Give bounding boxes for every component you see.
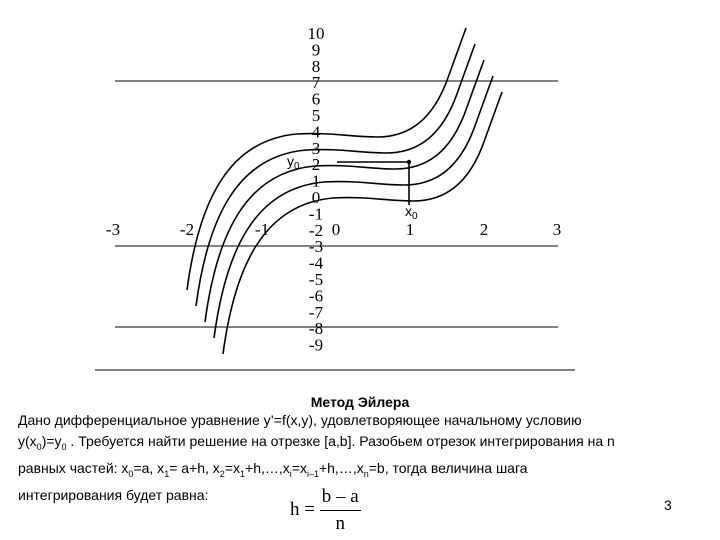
y-tick-label: -2: [308, 220, 324, 240]
y-tick-label: 1: [311, 171, 321, 191]
body-line-2: $y(x_0)=y_0$ . Требуется найти решение на отрезке [a,b]. Разобьем отрезок интегрирования на n: [18, 433, 615, 452]
y-tick-label: -8: [308, 319, 324, 339]
body-line-3: равных частей: $x_0=a$, $x_1= a+h$, $x_2=x_1+h,\dots,x_i=x_{i-1}+h,\dots,x_n=b$, тогда величина шага: [18, 459, 528, 479]
y-tick-label: -6: [308, 286, 324, 306]
y-tick-label: 9: [311, 40, 321, 60]
x-tick-label: 1: [405, 220, 415, 239]
body-line-4: интегрирования будет равна:: [18, 486, 209, 503]
y-tick-label: 4: [311, 122, 321, 142]
y-tick-label: 3: [311, 138, 321, 158]
y-tick-label: 10: [307, 24, 325, 43]
y-tick-label: -7: [308, 302, 324, 322]
y-tick-label: 7: [311, 73, 321, 93]
y-tick-label: -5: [308, 270, 324, 289]
y0-label: $y_0$: [287, 153, 300, 172]
body-line-1: Дано дифференциальное уравнение y’=f(x,y), удовлетворяющее начальному условию: [18, 412, 582, 428]
slide-title: Метод Эйлера: [310, 394, 410, 410]
x-tick-label: -2: [179, 220, 195, 239]
y-tick-label: 0: [311, 188, 321, 207]
y-tick-label: 5: [311, 106, 321, 125]
x0-label: $x_0$: [405, 203, 418, 222]
y-tick-label: -1: [308, 204, 324, 224]
step-formula: [290, 486, 361, 535]
integral-curves: [187, 28, 502, 354]
y-tick-label: -4: [308, 253, 324, 273]
formula-lhs: h =: [290, 498, 315, 520]
integral-curve: [214, 76, 493, 338]
integral-curve: [205, 60, 484, 322]
x-tick-labels: [106, 220, 561, 239]
integral-curve: [196, 44, 475, 306]
x-tick-label: -1: [254, 220, 270, 239]
y-tick-label: -3: [308, 237, 324, 257]
x-tick-label: 2: [479, 220, 489, 239]
y-tick-label: 8: [311, 56, 321, 76]
formula-numerator: b – a: [320, 486, 361, 511]
page-number: 3: [664, 497, 672, 513]
formula-fraction: [320, 486, 361, 535]
y-tick-label: 2: [311, 155, 321, 175]
y-tick-label: -9: [308, 335, 324, 355]
integral-curve: [187, 28, 466, 290]
formula-denominator: n: [335, 513, 345, 534]
y-tick-label: 6: [311, 89, 321, 109]
x-tick-label: -3: [105, 220, 121, 239]
body-text: [18, 410, 708, 506]
y-tick-labels: [308, 24, 325, 355]
x-tick-label: 3: [552, 220, 562, 239]
initial-point: [407, 160, 411, 164]
x-tick-label: 0: [331, 220, 341, 239]
